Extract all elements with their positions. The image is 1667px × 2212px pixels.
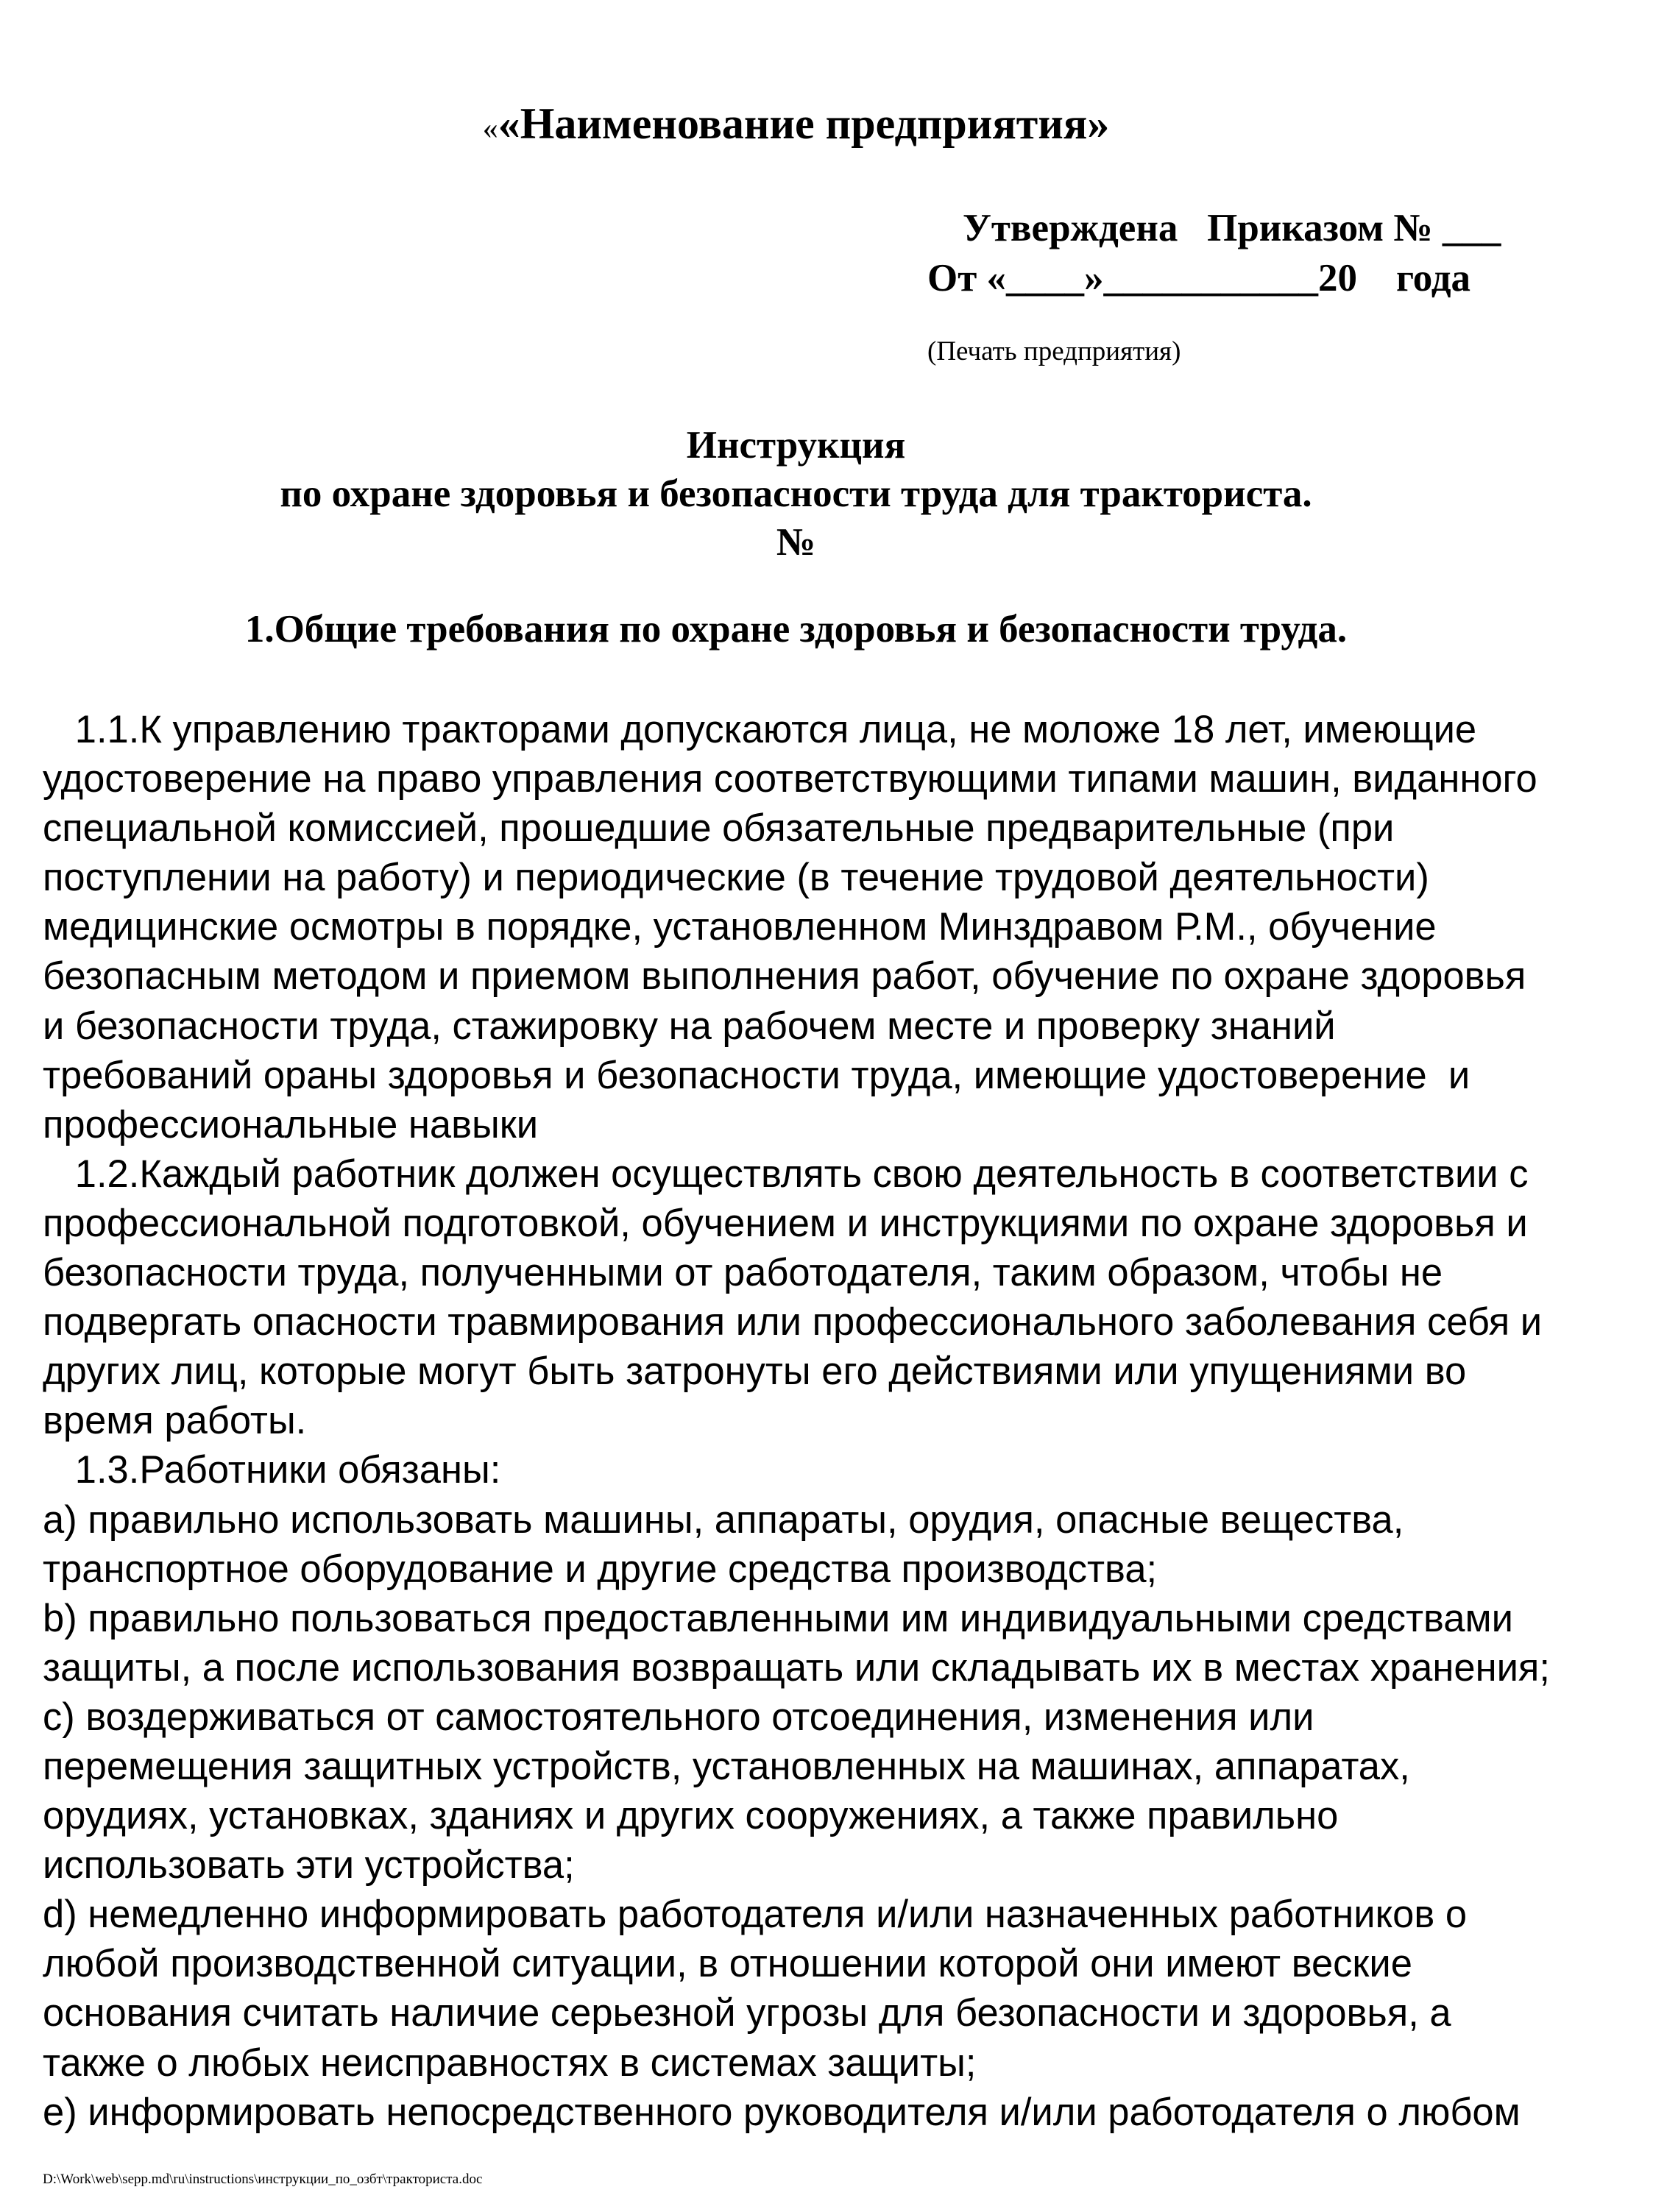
title-line-instruction: Инструкция — [686, 424, 906, 467]
body-line: время работы. — [43, 1399, 307, 1443]
body-line: медицинские осмотры в порядке, установленном Минздравом Р.М., обучение — [43, 905, 1437, 949]
section-1-body — [43, 705, 1551, 2137]
body-line: и безопасности труда, стажировку на рабочем месте и проверку знаний — [43, 1004, 1336, 1048]
file-path-footer: D:\Work\web\sepp.md\ru\instructions\инструкции_по_озбт\тракториста.doc — [43, 2172, 483, 2187]
company-name-heading — [0, 94, 1592, 158]
body-line: удостоверение на право управления соответствующими типами машин, виданного — [43, 757, 1537, 801]
company-name: «Наименование предприятия» — [498, 99, 1110, 148]
body-line: 1.2.Каждый работник должен осуществлять свою деятельность в соответствии с — [43, 1152, 1529, 1196]
body-line: любой производственной ситуации, в отношении которой они имеют веские — [43, 1942, 1412, 1986]
stamp-placeholder: (Печать предприятия) — [927, 336, 1181, 366]
body-line: орудиях, установках, зданиях и других сооружениях, а также правильно — [43, 1794, 1339, 1838]
body-line: a) правильно использовать машины, аппараты, орудия, опасные вещества, — [43, 1497, 1404, 1542]
body-line: требований ораны здоровья и безопасности труда, имеющие удостоверение и — [43, 1053, 1470, 1097]
body-line: использовать эти устройства; — [43, 1843, 575, 1887]
body-line: безопасным методом и приемом выполнения работ, обучение по охране здоровья — [43, 954, 1526, 999]
document-title — [0, 421, 1592, 567]
body-line: специальной комиссией, прошедшие обязательные предварительные (при — [43, 807, 1395, 851]
body-line: безопасности труда, полученными от работодателя, таким образом, чтобы не — [43, 1251, 1443, 1295]
body-line: b) правильно пользоваться предоставленными им индивидуальными средствами — [43, 1596, 1513, 1640]
body-line: 1.1.К управлению тракторами допускаются лица, не моложе 18 лет, имеющие — [43, 708, 1477, 751]
body-line: также о любых неисправностях в системах защиты; — [43, 2041, 977, 2085]
body-line: профессиональные навыки — [43, 1102, 539, 1146]
approval-date-line: От «____»___________20 года — [927, 257, 1471, 299]
body-line: c) воздерживаться от самостоятельного отсоединения, изменения или — [43, 1695, 1314, 1739]
body-line: других лиц, которые могут быть затронуты его действиями или упущениями во — [43, 1350, 1467, 1394]
body-line: основания считать наличие серьезной угрозы для безопасности и здоровья, а — [43, 1991, 1451, 2035]
section-1-heading: 1.Общие требования по охране здоровья и безопасности труда. — [244, 608, 1348, 651]
title-line-number: № — [776, 521, 816, 564]
body-line: перемещения защитных устройств, установленных на машинах, аппаратах, — [43, 1744, 1410, 1788]
body-line: 1.3.Работники обязаны: — [43, 1448, 501, 1492]
approval-order-line: Утверждена Приказом № ___ — [963, 207, 1501, 249]
body-line: защиты, а после использования возвращать или складывать их в местах хранения; — [43, 1645, 1550, 1690]
body-line: e) информировать непосредственного руководителя и/или работодателя о любом — [43, 2090, 1521, 2134]
body-line: поступлении на работу) и периодические (в течение трудовой деятельности) — [43, 856, 1429, 900]
company-name-prefix: « — [482, 112, 498, 146]
approval-block — [927, 203, 1560, 303]
body-line: транспортное оборудование и другие средства производства; — [43, 1547, 1158, 1591]
body-line: d) немедленно информировать работодателя и/или назначенных работников о — [43, 1893, 1468, 1937]
body-line: профессиональной подготовкой, обучением и инструкциями по охране здоровья и — [43, 1201, 1528, 1245]
body-line: подвергать опасности травмирования или профессионального заболевания себя и — [43, 1300, 1543, 1344]
title-line-subject: по охране здоровья и безопасности труда для тракториста. — [280, 472, 1312, 515]
